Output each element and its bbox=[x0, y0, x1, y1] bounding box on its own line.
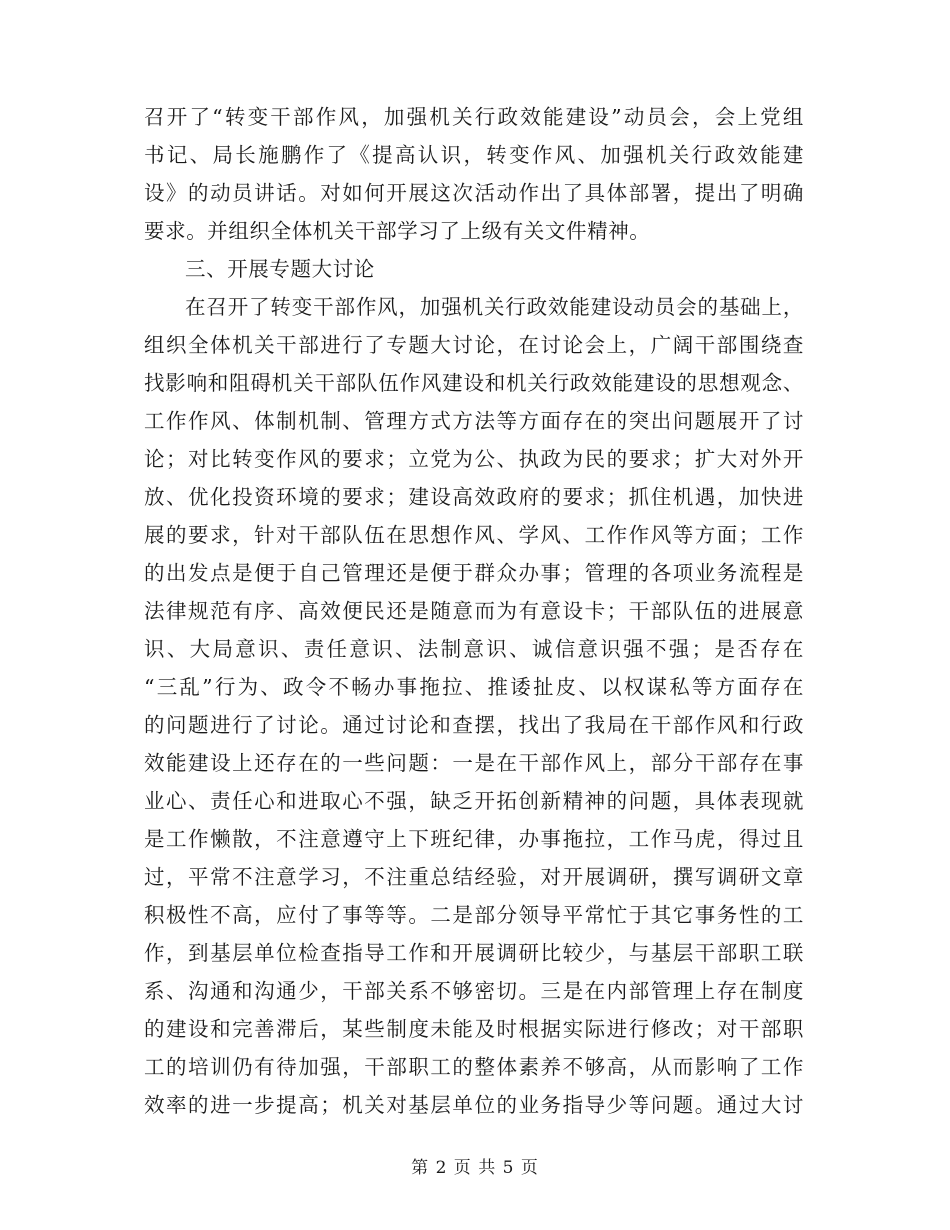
text-line: 要求。并组织全体机关干部学习了上级有关文件精神。 bbox=[144, 219, 651, 243]
text-line: 作，到基层单位检查指导工作和开展调研比较少，与基层干部职工联 bbox=[144, 941, 804, 965]
text-line: 法律规范有序、高效便民还是随意而为有意设卡；干部队伍的进展意 bbox=[144, 599, 804, 623]
text-line: 效率的进一步提高；机关对基层单位的业务指导少等问题。通过大讨 bbox=[144, 1093, 804, 1117]
text-line: 业心、责任心和进取心不强，缺乏开拓创新精神的问题，具体表现就 bbox=[144, 789, 804, 813]
text-line: 积极性不高，应付了事等等。二是部分领导平常忙于其它事务性的工 bbox=[144, 903, 804, 927]
text-line: 的出发点是便于自己管理还是便于群众办事；管理的各项业务流程是 bbox=[144, 561, 804, 585]
text-line: 是工作懒散，不注意遵守上下班纪律，办事拖拉，工作马虎，得过且 bbox=[144, 827, 804, 851]
text-line: 识、大局意识、责任意识、法制意识、诚信意识强不强；是否存在 bbox=[144, 637, 804, 661]
text-line: 的问题进行了讨论。通过讨论和查摆，找出了我局在干部作风和行政 bbox=[144, 713, 804, 737]
text-line: 过，平常不注意学习，不注重总结经验，对开展调研，撰写调研文章 bbox=[144, 865, 804, 889]
text-line: 展的要求，针对干部队伍在思想作风、学风、工作作风等方面；工作 bbox=[144, 523, 804, 547]
text-line: 系、沟通和沟通少，干部关系不够密切。三是在内部管理上存在制度 bbox=[144, 979, 804, 1003]
text-line: 的建设和完善滞后，某些制度未能及时根据实际进行修改；对干部职 bbox=[144, 1017, 804, 1041]
text-line: 在召开了转变干部作风，加强机关行政效能建设动员会的基础上， bbox=[185, 295, 804, 319]
text-line: 工作作风、体制机制、管理方式方法等方面存在的突出问题展开了讨 bbox=[144, 409, 804, 433]
text-line: 论；对比转变作风的要求；立党为公、执政为民的要求；扩大对外开 bbox=[144, 447, 804, 471]
text-line: 召开了“转变干部作风，加强机关行政效能建设”动员会，会上党组 bbox=[144, 105, 804, 129]
page-number-footer: 第 2 页 共 5 页 bbox=[411, 1158, 539, 1178]
body-text bbox=[144, 98, 804, 1124]
text-line: 组织全体机关干部进行了专题大讨论，在讨论会上，广阔干部围绕查 bbox=[144, 333, 804, 357]
text-line: 放、优化投资环境的要求；建设高效政府的要求；抓住机遇，加快进 bbox=[144, 485, 804, 509]
text-line: 效能建设上还存在的一些问题：一是在干部作风上，部分干部存在事 bbox=[144, 751, 804, 775]
section-heading: 三、开展专题大讨论 bbox=[185, 257, 375, 281]
text-line: 找影响和阻碍机关干部队伍作风建设和机关行政效能建设的思想观念、 bbox=[144, 371, 804, 395]
text-line: 设》的动员讲话。对如何开展这次活动作出了具体部署，提出了明确 bbox=[144, 181, 804, 205]
text-line: 书记、局长施鹏作了《提高认识，转变作风、加强机关行政效能建 bbox=[144, 143, 804, 167]
text-line: 工的培训仍有待加强，干部职工的整体素养不够高，从而影响了工作 bbox=[144, 1055, 804, 1079]
text-line: “三乱”行为、政令不畅办事拖拉、推诿扯皮、以权谋私等方面存在 bbox=[144, 675, 804, 699]
